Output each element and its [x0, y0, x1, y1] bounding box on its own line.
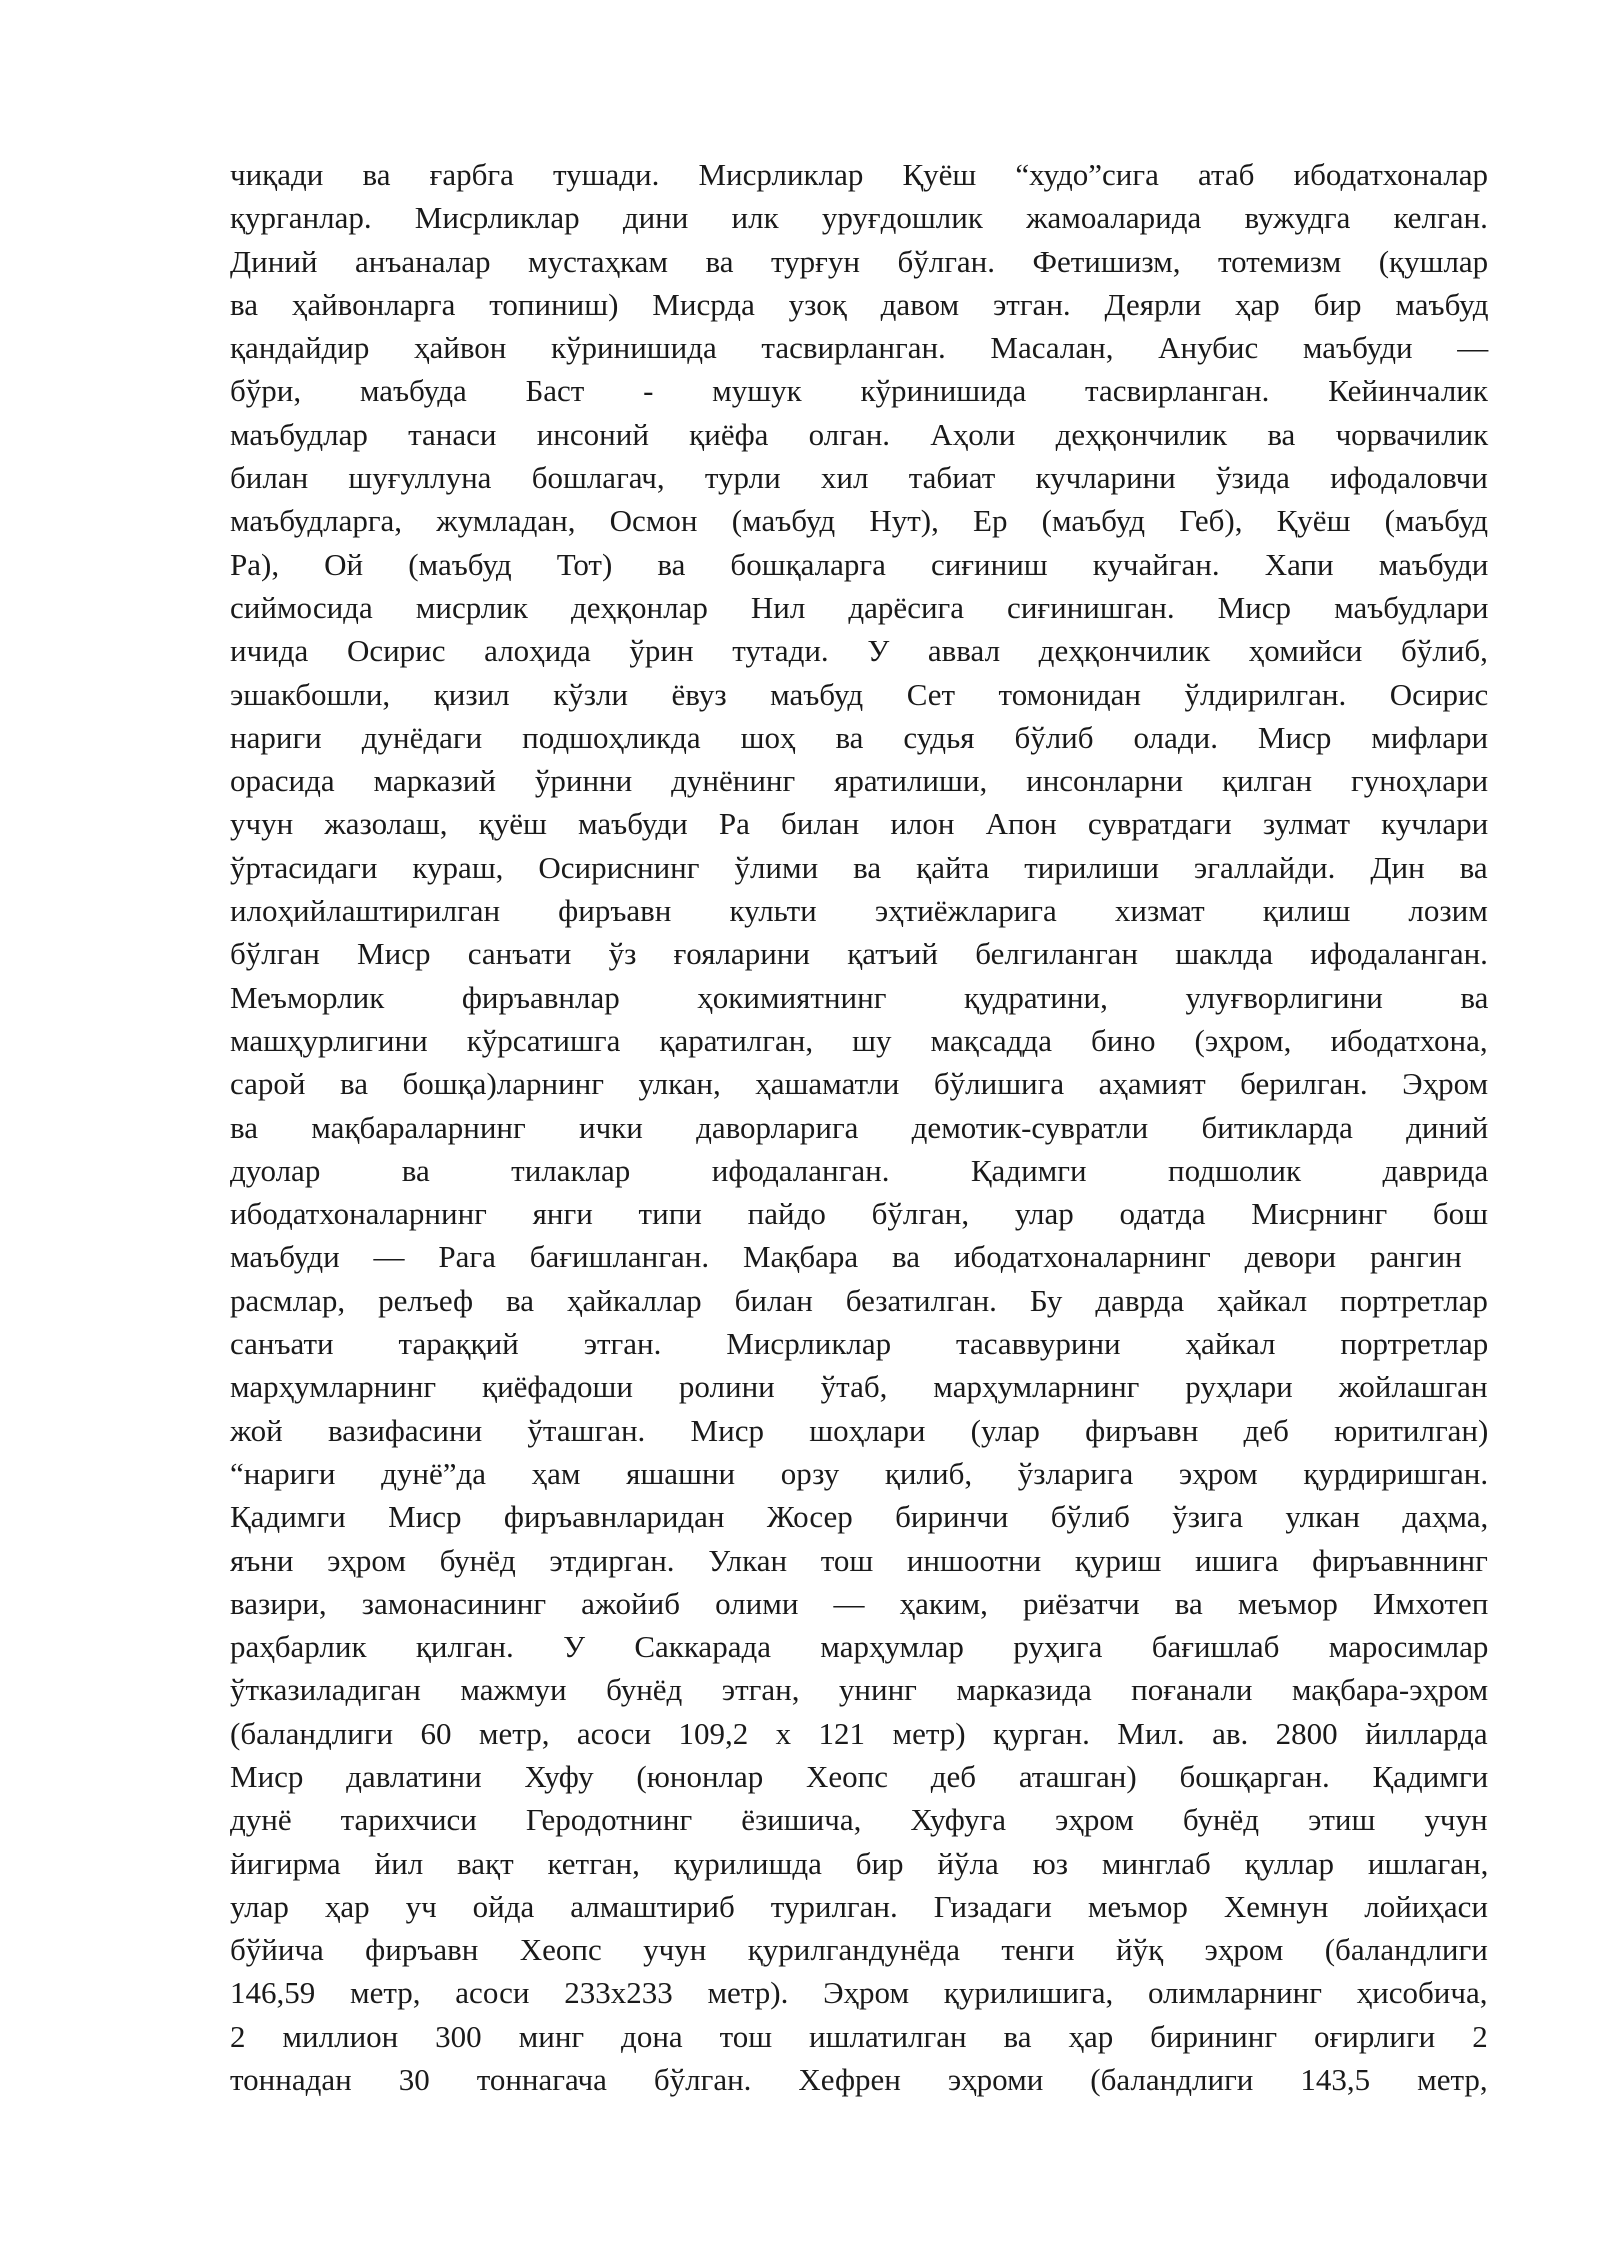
text-line: раҳбарлик қилган. У Саккарада марҳумлар руҳига бағишлаб маросимлар	[230, 1629, 1489, 1665]
text-line: Миср давлатини Хуфу (юнонлар Хеопс деб аташган) бошқарган. Қадимги	[230, 1758, 1489, 1794]
text-line: илоҳийлаштирилган фиръавн культи эҳтиёжларига хизмат қилиш лозим	[230, 893, 1488, 929]
text-line: ибодатхоналарнинг янги типи пайдо бўлган, улар одатда Мисрнинг бош	[230, 1196, 1489, 1232]
text-line: қандайдир ҳайвон кўринишида тасвирланган. Масалан, Анубис маъбуди —	[230, 330, 1489, 366]
text-line: маъбудларга, жумладан, Осмон (маъбуд Нут), Ер (маъбуд Геб), Қуёш (маъбуд	[230, 503, 1489, 539]
text-line: 146,59 метр, асоси 233х233 метр). Эҳром қурилишига, олимларнинг ҳисобича,	[230, 1975, 1488, 2011]
text-line: 2 миллион 300 минг дона тош ишлатилган ва ҳар бирининг оғирлиги 2	[230, 2018, 1488, 2054]
text-line: дунё тарихчиси Геродотнинг ёзишича, Хуфуга эҳром бунёд этиш учун	[230, 1802, 1488, 1838]
text-line: учун жазолаш, қуёш маъбуди Ра билан илон Апон сувратдаги зулмат кучлари	[230, 806, 1489, 842]
text-line: маъбуди — Рага бағишланган. Мақбара ва ибодатхоналарнинг девори рангин	[230, 1239, 1462, 1275]
text-line: ва мақбараларнинг ички даворларига демотик-сувратли битикларда диний	[230, 1109, 1489, 1145]
text-line: бўри, маъбуда Баст - мушук кўринишида тасвирланган. Кейинчалик	[230, 373, 1488, 409]
text-line: улар ҳар уч ойда алмаштириб турилган. Гизадаги меъмор Хемнун лойиҳаси	[230, 1888, 1489, 1924]
text-line: яъни эҳром бунёд этдирган. Улкан тош иншоотни қуриш ишига фиръавннинг	[230, 1542, 1488, 1578]
text-line: орасида марказий ўринни дунёнинг яратилиши, инсонларни қилган гуноҳлари	[230, 763, 1489, 799]
text-line: расмлар, релъеф ва ҳайкаллар билан безатилган. Бу даврда ҳайкал портретлар	[230, 1282, 1488, 1318]
text-line: санъати тараққий этган. Мисрликлар тасаввурини ҳайкал портретлар	[230, 1326, 1489, 1362]
text-line: ўтказиладиган мажмуи бунёд этган, унинг марказида поғанали мақбара-эҳром	[230, 1672, 1489, 1708]
text-line: жой вазифасини ўташган. Миср шоҳлари (улар фиръавн деб юритилган)	[230, 1412, 1489, 1448]
text-line: марҳумларнинг қиёфадоши ролини ўтаб, марҳумларнинг руҳлари жойлашган	[230, 1369, 1488, 1405]
text-line: (баландлиги 60 метр, асоси 109,2 х 121 метр) қурган. Мил. ав. 2800 йилларда	[230, 1715, 1488, 1751]
text-line: сарой ва бошқа)ларнинг улкан, ҳашаматли бўлишига аҳамият берилган. Эҳром	[230, 1066, 1489, 1102]
text-line: тоннадан 30 тоннагача бўлган. Хефрен эҳроми (баландлиги 143,5 метр,	[230, 2062, 1488, 2098]
text-line: ўртасидаги кураш, Осириснинг ўлими ва қайта тирилиши эгаллайди. Дин ва	[230, 849, 1488, 885]
text-line: Ра), Ой (маъбуд Тот) ва бошқаларга сиғиниш кучайган. Хапи маъбуди	[230, 546, 1489, 582]
body-text	[230, 153, 1488, 2101]
text-line: машҳурлигини кўрсатишга қаратилган, шу мақсадда бино (эҳром, ибодатхона,	[230, 1022, 1488, 1058]
text-line: ичида Осирис алоҳида ўрин тутади. У аввал деҳқончилик ҳомийси бўлиб,	[230, 633, 1488, 669]
text-line: нариги дунёдаги подшоҳликда шоҳ ва судья бўлиб олади. Миср мифлари	[230, 719, 1489, 755]
text-line: эшакбошли, қизил кўзли ёвуз маъбуд Сет томонидан ўлдирилган. Осирис	[230, 676, 1489, 712]
text-line: бўлган Миср санъати ўз ғояларини қатъий белгиланган шаклда ифодаланган.	[230, 936, 1488, 972]
text-line: вазири, замонасининг ажойиб олими — ҳаким, риёзатчи ва меъмор Имхотеп	[230, 1585, 1489, 1621]
text-line: чиқади ва ғарбга тушади. Мисрликлар Қуёш “худо”сига атаб ибодатхоналар	[230, 157, 1488, 192]
text-line: қурганлар. Мисрликлар дини илк уруғдошлик жамоаларида вужудга келган.	[230, 200, 1488, 236]
text-line: “нариги дунё”да ҳам яшашни орзу қилиб, ўзларига эҳром қурдиришган.	[230, 1455, 1489, 1491]
text-line: Диний анъаналар мустаҳкам ва турғун бўлган. Фетишизм, тотемизм (қушлар	[230, 243, 1489, 279]
text-line: бўйича фиръавн Хеопс учун қурилгандунёда тенги йўқ эҳром (баландлиги	[230, 1932, 1488, 1968]
text-line: билан шуғуллуна бошлагач, турли хил табиат кучларини ўзида ифодаловчи	[230, 460, 1488, 496]
text-line: маъбудлар танаси инсоний қиёфа олган. Аҳоли деҳқончилик ва чорвачилик	[230, 416, 1489, 452]
text-line: дуолар ва тилаклар ифодаланган. Қадимги подшолик даврида	[230, 1152, 1489, 1188]
text-line: ва ҳайвонларга топиниш) Мисрда узоқ давом этган. Деярли ҳар бир маъбуд	[230, 286, 1489, 322]
text-line: Қадимги Миср фиръавнларидан Жосер биринчи бўлиб ўзига улкан даҳма,	[230, 1499, 1489, 1535]
text-line: сиймосида мисрлик деҳқонлар Нил дарёсига сиғинишган. Миср маъбудлари	[230, 589, 1489, 625]
text-line: Меъморлик фиръавнлар ҳокимиятнинг қудратини, улуғворлигини ва	[230, 979, 1489, 1015]
text-line: йигирма йил вақт кетган, қурилишда бир йўла юз минглаб қуллар ишлаган,	[230, 1845, 1489, 1881]
